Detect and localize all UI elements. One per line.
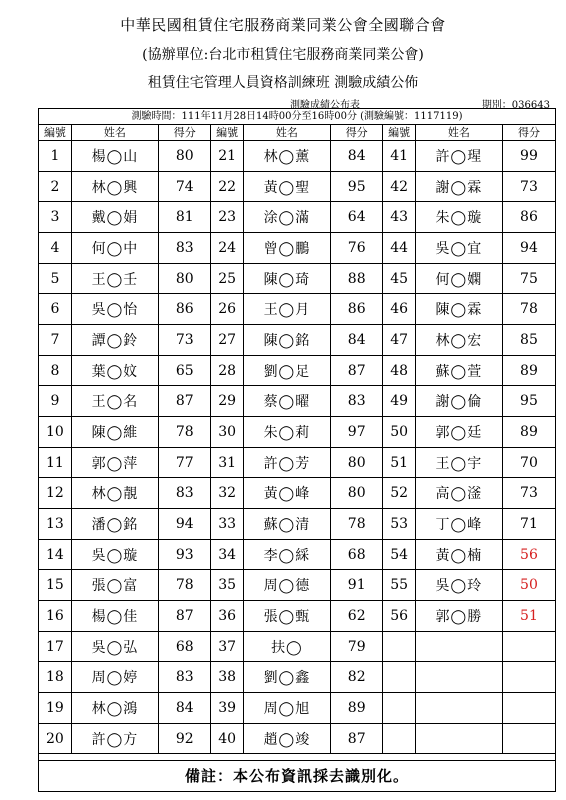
col-header-name: 姓名: [415, 124, 502, 141]
cell-score: 83: [158, 662, 210, 693]
cell-score: 78: [502, 294, 555, 325]
cell-number: 6: [39, 294, 71, 325]
empty-cell: [383, 631, 415, 662]
cell-score: 80: [158, 263, 210, 294]
table-row: [39, 662, 555, 693]
cell-score: 74: [158, 171, 210, 202]
cell-score: 79: [330, 631, 382, 662]
period-label: 期別：036643: [481, 100, 550, 111]
cell-number: 36: [211, 601, 243, 632]
cell-name: 朱◯莉: [243, 417, 330, 448]
cell-name: 潘◯銘: [71, 509, 158, 540]
cell-score: 86: [158, 294, 210, 325]
cell-number: 25: [211, 263, 243, 294]
document-subtitle: 租賃住宅管理人員資格訓練班 測驗成績公佈: [147, 75, 419, 91]
empty-cell: [383, 693, 415, 724]
table-row: [39, 263, 555, 294]
cell-number: 34: [211, 539, 243, 570]
cell-name: 涂◯滿: [243, 202, 330, 233]
cell-score: 83: [158, 478, 210, 509]
cell-score: 73: [158, 325, 210, 356]
table-row: [39, 294, 555, 325]
cell-name: 蘇◯萱: [415, 355, 502, 386]
table-row: [39, 202, 555, 233]
cell-name: 李◯綵: [243, 539, 330, 570]
exam-time: 測驗時間：111年11月28日14時00分至16時00分 (測驗編號：1117119): [39, 109, 555, 125]
cell-number: 1: [39, 141, 71, 172]
table-row: [39, 723, 555, 754]
cell-name: 張◯甄: [243, 601, 330, 632]
cell-score: 94: [158, 509, 210, 540]
cell-name: 林◯鴻: [71, 693, 158, 724]
cell-name: 王◯壬: [71, 263, 158, 294]
cell-name: 丁◯峰: [415, 509, 502, 540]
cell-name: 葉◯妏: [71, 355, 158, 386]
empty-cell: [415, 631, 502, 662]
cell-number: 51: [383, 447, 415, 478]
cell-score: 97: [330, 417, 382, 448]
cell-score: 91: [330, 570, 382, 601]
cell-score: 81: [158, 202, 210, 233]
cell-name: 林◯靚: [71, 478, 158, 509]
cell-name: 何◯嫻: [415, 263, 502, 294]
cell-number: 41: [383, 141, 415, 172]
cell-score: 56: [502, 539, 555, 570]
cell-name: 曾◯鵬: [243, 233, 330, 264]
table-row: [39, 447, 555, 478]
table-row: [39, 141, 555, 172]
cell-score: 78: [330, 509, 382, 540]
cell-score: 71: [502, 509, 555, 540]
cell-name: 黃◯聖: [243, 171, 330, 202]
empty-cell: [502, 662, 555, 693]
cell-number: 39: [211, 693, 243, 724]
cell-number: 24: [211, 233, 243, 264]
cell-number: 7: [39, 325, 71, 356]
cell-name: 朱◯璇: [415, 202, 502, 233]
empty-cell: [502, 693, 555, 724]
cell-score: 84: [330, 325, 382, 356]
score-sheet: [38, 108, 556, 792]
cell-score: 89: [330, 693, 382, 724]
cell-name: 黃◯楠: [415, 539, 502, 570]
cell-score: 85: [502, 325, 555, 356]
cell-number: 10: [39, 417, 71, 448]
table-row: [39, 325, 555, 356]
cell-number: 35: [211, 570, 243, 601]
cell-score: 78: [158, 570, 210, 601]
cell-name: 郭◯廷: [415, 417, 502, 448]
cell-score: 80: [330, 447, 382, 478]
cell-name: 林◯興: [71, 171, 158, 202]
cell-score: 78: [158, 417, 210, 448]
cell-number: 5: [39, 263, 71, 294]
cell-score: 84: [158, 693, 210, 724]
cell-score: 51: [502, 601, 555, 632]
cell-name: 扶◯: [243, 631, 330, 662]
cell-score: 87: [330, 723, 382, 754]
cell-name: 劉◯鑫: [243, 662, 330, 693]
table-row: [39, 601, 555, 632]
cell-number: 29: [211, 386, 243, 417]
header-row: [39, 124, 555, 141]
cell-number: 45: [383, 263, 415, 294]
cell-number: 15: [39, 570, 71, 601]
cell-name: 吳◯璇: [71, 539, 158, 570]
cell-name: 吳◯弘: [71, 631, 158, 662]
cell-number: 3: [39, 202, 71, 233]
table-row: [39, 693, 555, 724]
table-row: [39, 509, 555, 540]
cell-number: 8: [39, 355, 71, 386]
empty-cell: [502, 723, 555, 754]
cell-name: 黃◯峰: [243, 478, 330, 509]
cell-name: 吳◯宜: [415, 233, 502, 264]
cell-name: 許◯方: [71, 723, 158, 754]
table-row: [39, 417, 555, 448]
announce-label: 測驗成績公布表: [290, 100, 360, 111]
cell-name: 王◯宇: [415, 447, 502, 478]
cell-number: 30: [211, 417, 243, 448]
cell-name: 周◯德: [243, 570, 330, 601]
cell-name: 陳◯銘: [243, 325, 330, 356]
cell-number: 13: [39, 509, 71, 540]
cell-score: 89: [502, 417, 555, 448]
cell-score: 83: [158, 233, 210, 264]
cell-number: 31: [211, 447, 243, 478]
cell-number: 48: [383, 355, 415, 386]
cell-score: 86: [330, 294, 382, 325]
cell-number: 49: [383, 386, 415, 417]
cell-score: 73: [502, 478, 555, 509]
cell-score: 84: [330, 141, 382, 172]
cell-number: 14: [39, 539, 71, 570]
cell-name: 周◯旭: [243, 693, 330, 724]
cell-name: 王◯名: [71, 386, 158, 417]
table-row: [39, 539, 555, 570]
cell-name: 許◯瑆: [415, 141, 502, 172]
table-row: [39, 355, 555, 386]
cell-name: 楊◯佳: [71, 601, 158, 632]
footnote: 備註：本公布資訊採去識別化。: [39, 760, 555, 791]
cell-score: 77: [158, 447, 210, 478]
cell-name: 陳◯琦: [243, 263, 330, 294]
cell-score: 87: [158, 386, 210, 417]
cell-name: 楊◯山: [71, 141, 158, 172]
col-header-score: 得分: [502, 124, 555, 141]
table-row: [39, 570, 555, 601]
cell-number: 27: [211, 325, 243, 356]
cell-number: 20: [39, 723, 71, 754]
cell-number: 28: [211, 355, 243, 386]
cell-number: 23: [211, 202, 243, 233]
cell-number: 32: [211, 478, 243, 509]
cell-name: 許◯芳: [243, 447, 330, 478]
cell-number: 42: [383, 171, 415, 202]
score-table: [39, 124, 555, 754]
cell-number: 19: [39, 693, 71, 724]
cell-number: 53: [383, 509, 415, 540]
cell-number: 44: [383, 233, 415, 264]
cell-name: 何◯中: [71, 233, 158, 264]
cell-score: 70: [502, 447, 555, 478]
cell-number: 22: [211, 171, 243, 202]
cell-name: 王◯月: [243, 294, 330, 325]
cell-score: 88: [330, 263, 382, 294]
cell-number: 43: [383, 202, 415, 233]
col-header-number: 編號: [39, 124, 71, 141]
cell-name: 高◯滏: [415, 478, 502, 509]
document-title: 中華民國租賃住宅服務商業同業公會全國聯合會: [120, 16, 446, 34]
empty-cell: [502, 631, 555, 662]
table-row: [39, 233, 555, 264]
cell-number: 56: [383, 601, 415, 632]
cell-number: 54: [383, 539, 415, 570]
cell-score: 75: [502, 263, 555, 294]
cell-number: 50: [383, 417, 415, 448]
cell-number: 12: [39, 478, 71, 509]
cell-number: 38: [211, 662, 243, 693]
cell-score: 80: [158, 141, 210, 172]
cell-number: 33: [211, 509, 243, 540]
empty-cell: [415, 723, 502, 754]
cell-name: 蔡◯曜: [243, 386, 330, 417]
cell-name: 戴◯娟: [71, 202, 158, 233]
cell-name: 林◯宏: [415, 325, 502, 356]
cell-name: 陳◯霖: [415, 294, 502, 325]
cell-score: 92: [158, 723, 210, 754]
table-row: [39, 386, 555, 417]
col-header-name: 姓名: [243, 124, 330, 141]
organizer-line: (協辦單位:台北市租賃住宅服務商業同業公會): [142, 47, 424, 63]
cell-name: 趙◯竣: [243, 723, 330, 754]
cell-name: 張◯富: [71, 570, 158, 601]
col-header-score: 得分: [330, 124, 382, 141]
cell-score: 76: [330, 233, 382, 264]
cell-score: 62: [330, 601, 382, 632]
cell-number: 47: [383, 325, 415, 356]
cell-number: 40: [211, 723, 243, 754]
cell-score: 68: [330, 539, 382, 570]
cell-name: 譚◯鈴: [71, 325, 158, 356]
cell-name: 陳◯維: [71, 417, 158, 448]
cell-score: 83: [330, 386, 382, 417]
cell-number: 2: [39, 171, 71, 202]
cell-number: 55: [383, 570, 415, 601]
cell-number: 11: [39, 447, 71, 478]
cell-score: 89: [502, 355, 555, 386]
cell-score: 95: [502, 386, 555, 417]
cell-name: 周◯婷: [71, 662, 158, 693]
cell-score: 95: [330, 171, 382, 202]
cell-name: 謝◯霖: [415, 171, 502, 202]
cell-name: 吳◯玲: [415, 570, 502, 601]
empty-cell: [383, 723, 415, 754]
cell-score: 68: [158, 631, 210, 662]
empty-cell: [415, 693, 502, 724]
cell-score: 50: [502, 570, 555, 601]
cell-score: 86: [502, 202, 555, 233]
cell-score: 82: [330, 662, 382, 693]
cell-score: 65: [158, 355, 210, 386]
table-row: [39, 171, 555, 202]
cell-number: 21: [211, 141, 243, 172]
cell-number: 16: [39, 601, 71, 632]
cell-number: 26: [211, 294, 243, 325]
cell-score: 87: [330, 355, 382, 386]
cell-number: 52: [383, 478, 415, 509]
cell-name: 郭◯勝: [415, 601, 502, 632]
cell-name: 林◯薰: [243, 141, 330, 172]
cell-score: 93: [158, 539, 210, 570]
cell-number: 18: [39, 662, 71, 693]
cell-name: 謝◯倫: [415, 386, 502, 417]
col-header-name: 姓名: [71, 124, 158, 141]
cell-score: 73: [502, 171, 555, 202]
col-header-score: 得分: [158, 124, 210, 141]
empty-cell: [415, 662, 502, 693]
cell-name: 劉◯足: [243, 355, 330, 386]
cell-number: 46: [383, 294, 415, 325]
table-row: [39, 631, 555, 662]
cell-number: 17: [39, 631, 71, 662]
cell-score: 80: [330, 478, 382, 509]
cell-number: 4: [39, 233, 71, 264]
cell-score: 64: [330, 202, 382, 233]
cell-number: 9: [39, 386, 71, 417]
cell-score: 99: [502, 141, 555, 172]
cell-number: 37: [211, 631, 243, 662]
table-row: [39, 478, 555, 509]
col-header-number: 編號: [211, 124, 243, 141]
cell-name: 吳◯怡: [71, 294, 158, 325]
cell-name: 蘇◯清: [243, 509, 330, 540]
cell-score: 87: [158, 601, 210, 632]
cell-name: 郭◯萍: [71, 447, 158, 478]
cell-score: 94: [502, 233, 555, 264]
empty-cell: [383, 662, 415, 693]
col-header-number: 編號: [383, 124, 415, 141]
